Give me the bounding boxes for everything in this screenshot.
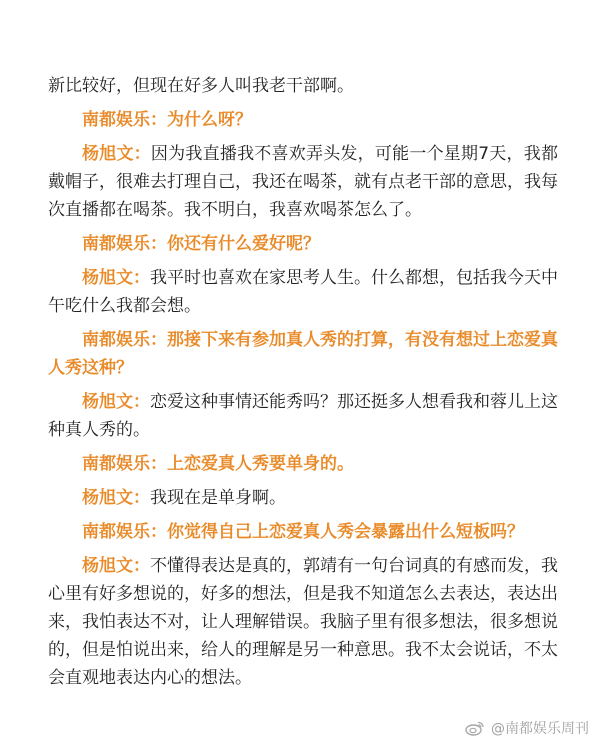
watermark (465, 718, 589, 738)
dialog-question (48, 106, 558, 134)
watermark-text: @南都娱乐周刊 (491, 721, 589, 737)
dialog-text: 你还有什么爱好呢？ (167, 234, 320, 254)
intro-paragraph: 新比较好，但现在好多人叫我老干部啊。 (48, 76, 354, 96)
dialog-question (48, 518, 558, 546)
dialog-text: 恋爱这种事情还能秀吗？那还挺多人想看我和蓉儿上这种真人秀的。 (48, 392, 558, 440)
dialog-text: 我平时也喜欢在家思考人生。什么都想，包括我今天中午吃什么我都会想。 (48, 268, 558, 316)
speaker-label: 南都娱乐： (82, 522, 167, 542)
dialog-question (48, 326, 558, 382)
dialog-answer (48, 552, 558, 692)
dialog-answer (48, 264, 558, 320)
dialog-answer (48, 388, 558, 444)
weibo-icon (465, 720, 485, 736)
dialog-question (48, 230, 558, 258)
article-body (48, 72, 558, 698)
dialog-text: 因为我直播我不喜欢弄头发，可能一个星期7天，我都戴帽子，很难去打理自己，我还在喝茶，就有点老干部的意思，我每次直播都在喝茶。我不明白，我喜欢喝茶怎么了。 (48, 144, 558, 220)
dialog-answer (48, 484, 558, 512)
dialog-question (48, 450, 558, 478)
speaker-label: 杨旭文： (82, 488, 150, 508)
dialog-text: 上恋爱真人秀要单身的。 (167, 454, 354, 474)
dialog-text: 我现在是单身啊。 (150, 488, 286, 508)
speaker-label: 杨旭文： (82, 268, 150, 288)
speaker-label: 杨旭文： (82, 392, 150, 412)
speaker-label: 南都娱乐： (82, 330, 167, 350)
speaker-label: 南都娱乐： (82, 110, 167, 130)
dialog-text: 那接下来有参加真人秀的打算，有没有想过上恋爱真人秀这种？ (48, 330, 558, 378)
speaker-label: 南都娱乐： (82, 234, 167, 254)
dialog-text: 你觉得自己上恋爱真人秀会暴露出什么短板吗？ (167, 522, 524, 542)
speaker-label: 南都娱乐： (82, 454, 167, 474)
dialog-text: 不懂得表达是真的，郭靖有一句台词真的有感而发，我心里有好多想说的，好多的想法，但是我不知道怎么去表达，表达出来，我怕表达不对，让人理解错误。我脑子里有很多想法，很多想说的，但是怕说出来，给人的理解是另一种意思。我不太会说话，不太会直观地表达内心的想法。 (48, 556, 558, 688)
dialog-answer (48, 140, 558, 224)
speaker-label: 杨旭文： (82, 556, 150, 576)
speaker-label: 杨旭文： (82, 144, 151, 164)
dialog-text: 为什么呀？ (167, 110, 252, 130)
